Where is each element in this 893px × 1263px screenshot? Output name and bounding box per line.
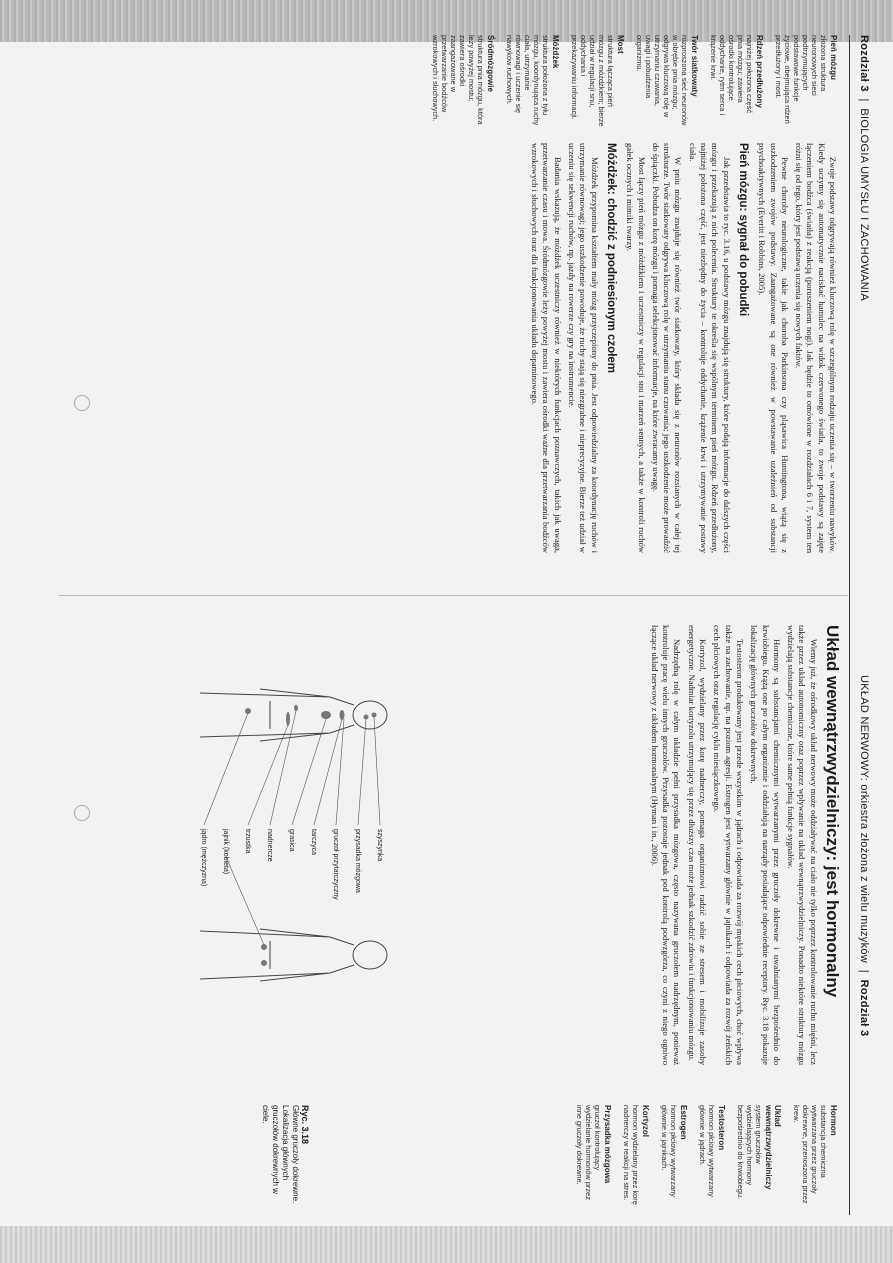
adrenal-gland — [294, 705, 298, 711]
figure-number: Ryc. 3.18 — [300, 1105, 310, 1145]
label-pancreas: trzustka — [244, 829, 251, 854]
header-rule — [849, 35, 850, 1215]
scan-noise-bottom — [0, 1226, 893, 1263]
paragraph: Pewne choroby neurologiczne, takie jak choroba Parkinsona czy pląsawica Huntingtona, wiążą się z uszkodzeniem zwojów podstawy. Zaangażowane są one również w powstawanie uzależnień od substancji psychoaktywnych (Everitt i Robbins, 2005). — [757, 143, 790, 553]
binder-hole — [74, 805, 90, 821]
chapter-label-right: Rozdział 3 — [858, 979, 870, 1037]
glossary-entry: Most struktura łącząca pień mózgu z móżdżkiem; bierze udział w regulacji snu, oddychania i przekazywaniu informacji. — [570, 35, 625, 127]
glossary-left — [421, 35, 838, 127]
section-heading-endocrine: Układ wewnątrzwydzielniczy: jest hormonalny — [823, 625, 842, 998]
paragraph: Testosteron produkowany jest przede wszystkim w jądrach i odpowiada za rozwój męskich cech płciowych, choć wpływa także na zachowanie, np. na poziom agresji. Estrogen jest wytwarzany głównie w jajnikach i odpowiada za rozwój żeńskich cech płciowych oraz regulację cyklu miesiączkowego. — [712, 625, 745, 1065]
section-heading-cerebellum: Móżdżek: chodzić z podniesionym czołem — [604, 143, 617, 374]
label-ovary: jajnik (kobieta) — [222, 829, 229, 875]
paragraph: Badania wskazują, że móżdżek uczestniczy również w niektórych funkcjach poznawczych, takich jak uwaga, przetwarzanie czasu i mowa. Śródmózgowie leży powyżej mostu i zawiera ośrodki ważne dla przetwarzania bodźców wzrokowych i słuchowych oraz dla funkcjonowania układu dopaminowego. — [530, 143, 563, 553]
glossary-entry: Kortyzol hormon wydzielany przez korę nadnerczy w reakcji na stres. — [622, 1105, 650, 1205]
label-pituitary: przysadka mózgowa — [354, 829, 361, 893]
glossary-entry: Rdzeń przedłużony najniżej położona część pnia mózgu; zawiera ośrodki kontrolujące oddychanie, rytm serca i krążenie krwi. — [709, 35, 764, 116]
pituitary-gland — [364, 715, 369, 720]
label-thymus: grasica — [288, 829, 295, 852]
paragraph: Hormony są substancjami chemicznymi wytwarzanymi przez gruczoły dokrewne i uwalnianymi bezpośrednio do krwiobiegu. Krążą one po całym organizmie i oddziałują na narządy posiadające odpowiednie receptory. Ryc. 3.18 pokazuje lokalizację głównych gruczołów dokrewnych. — [749, 625, 782, 1065]
paragraph: W pniu mózgu znajduje się również twór siatkowaty, który składa się z neuronów rozsianych w całej tej strukturze. Twór siatkowaty odgrywa kluczową rolę w utrzymaniu stanu czuwania; jego uszkodzenie może prowadzić do śpiączki. Pobudza on korę mózgu i pomaga selekcjonować informacje, na które zwracamy uwagę. — [650, 143, 684, 553]
paragraph: Móżdżek przypomina kształtem mały mózg przyczepiony do pnia. Jest odpowiedzialny za koordynację ruchów i utrzymanie równowagi; jego uszkodzenie powoduje, że ruchy stają się niezgrabne i nieprecyzyjne. Bierze też udział w uczeniu się sekwencji ruchów, np. jazdy na rowerze czy gry na instrumencie. — [567, 143, 600, 553]
endocrine-diagram — [150, 675, 400, 995]
pineal-gland — [372, 713, 377, 718]
glossary-entry: Testosteron hormon płciowy wytwarzany głównie w jądrach. — [698, 1105, 726, 1198]
running-head-right: UKŁAD NERWOWY: orkiestra złożona z wielu muzyków | Rozdział 3 — [858, 675, 870, 1037]
book-spread — [40, 35, 870, 1215]
gland-labels — [200, 828, 383, 900]
glossary-entry: Przysadka mózgowa gruczoł kontrolujący wydzielanie hormonów przez inne gruczoły dokrewne. — [575, 1105, 612, 1200]
paragraph: Nadrzędną rolę w całym układzie pełni przysadka mózgowa, często nazywana gruczołem nadrzędnym, ponieważ kontroluje pracę wielu innych gruczołów. Przysadka pozostaje jednak pod kontrolą podwzgórza, co czyni z niego ogniwo łączące układ nerwowy z układem hormonalnym (Hyman i in., 2006). — [649, 625, 683, 1065]
paragraph: Most łączy pień mózgu z móżdżkiem i uczestniczy w regulacji snu i marzeń sennych, a także w kontroli ruchów gałek ocznych i mimiki twarzy. — [625, 143, 647, 553]
caption-text: Główne gruczoły dokrewne. Lokalizacja głównych gruczołów dokrewnych w ciele. — [261, 1105, 300, 1204]
label-pineal: szyszynka — [376, 829, 383, 862]
paragraph: Zwoje podstawy odgrywają również kluczową rolę w szczególnym rodzaju uczenia się – w tworzeniu nawyków. Kiedy uczymy się automatycznie naciskać hamulec na widok czerwonego światła, to zwoje podstawy są zajęte łączeniem bodźca (światła) z reakcją (poruszeniem nogi). Jak będzie to omówione w rozdziałach 6 i 7, system ten różni się od tego, który jest podstawą uczenia się nowych faktów. — [794, 143, 838, 553]
pancreas — [286, 712, 290, 726]
glossary-entry: Móżdżek struktura położona z tyłu mózgu, koordynująca ruchy ciała, utrzymanie równowagi i uczenie się nawyków ruchowych. — [505, 35, 560, 126]
glossary-right — [565, 1105, 838, 1205]
section-heading-brainstem: Pień mózgu: sygnał do pobudki — [736, 143, 749, 317]
paragraph: Wiemy już, że ośrodkowy układ nerwowy może oddziaływać na ciało nie tylko poprzez kontrolowanie ruchu mięśni, lecz także przez układ autonomiczny oraz poprzez wpływanie na układ wewnątrzwydzielniczy. Ponadto niektóre struktury mózgu wydzielają substancje chemiczne, które same pełnią funkcje sygnałów. — [786, 625, 819, 1065]
label-testis: jądro (mężczyzna) — [200, 829, 207, 887]
ovary — [261, 960, 267, 966]
main-column-left — [526, 143, 838, 553]
paragraph: Jak przedstawia to ryc. 3.16, u podstawy mózgu znajdują się struktury, które podają informacje do dalszych części mózgu i przekazują z nich polecenia. Struktury te określa się wspólnym terminem pień mózgu. Rdzeń przedłużony, najniżej położona część, jest niezbędny do życia – kontroluje oddychanie, krążenie krwi i utrzymywanie postawy ciała. — [687, 143, 732, 553]
page-gutter — [58, 595, 848, 596]
female-silhouette — [200, 929, 387, 981]
glossary-entry: Układ wewnątrzwydzielniczy system gruczołów wydzielających hormony bezpośrednio do krwiobiegu. — [736, 1105, 782, 1200]
male-silhouette — [200, 689, 387, 741]
figure-endocrine-glands — [150, 675, 400, 995]
chapter-title-right: UKŁAD NERWOWY: orkiestra złożona z wielu muzyków — [858, 675, 870, 964]
chapter-title-left: BIOLOGIA UMYSŁU I ZACHOWANIA — [858, 108, 870, 301]
running-head-left: Rozdział 3 | BIOLOGIA UMYSŁU I ZACHOWANIA — [858, 35, 870, 301]
leader-lines — [204, 711, 380, 945]
main-column-right — [646, 625, 842, 1065]
thymus-gland — [321, 711, 331, 719]
paragraph: Kortyzol, wydzielany przez korę nadnerczy, pomaga organizmowi radzić sobie ze stresem i mobilizuje zasoby energetyczne. Nadmiar kortyzolu utrzymujący się przez dłuższy czas może jednak szkodzić zdrowiu i funkcjonowaniu mózgu. — [686, 625, 709, 1065]
glossary-entry: Pień mózgu złożona struktura neuronowych sieci podtrzymujących podstawowe funkcje życiowe, obejmująca rdzeń przedłużony i most. — [774, 35, 838, 124]
glossary-entry: Twór siatkowaty rozproszona sieć neuronów w obrębie pnia mózgu; odgrywa kluczową rolę w utrzymaniu czuwania, uwagi i pobudzenia organizmu. — [635, 35, 699, 126]
binder-hole — [74, 395, 90, 411]
glossary-entry: Hormon substancja chemiczna wytwarzana przez gruczoły dokrewne, przenoszona przez krew. — [792, 1105, 838, 1204]
chapter-label-left: Rozdział 3 — [858, 35, 870, 92]
label-parathyroid: gruczoł przytarczyczny — [332, 829, 339, 900]
glossary-entry: Estrogen hormon płciowy wytwarzany głównie w jajnikach. — [660, 1105, 688, 1198]
glossary-entry: Śródmózgowie struktura pnia mózgu, która leży powyżej mostu; zawiera ośrodki zaangażowane w przetwarzanie bodźców wzrokowych i słuchowych. — [431, 35, 495, 125]
thyroid-gland — [340, 710, 345, 720]
figure-caption — [260, 1105, 310, 1205]
label-adrenal: nadnercze — [266, 829, 273, 862]
label-thyroid: tarczyca — [310, 829, 317, 856]
